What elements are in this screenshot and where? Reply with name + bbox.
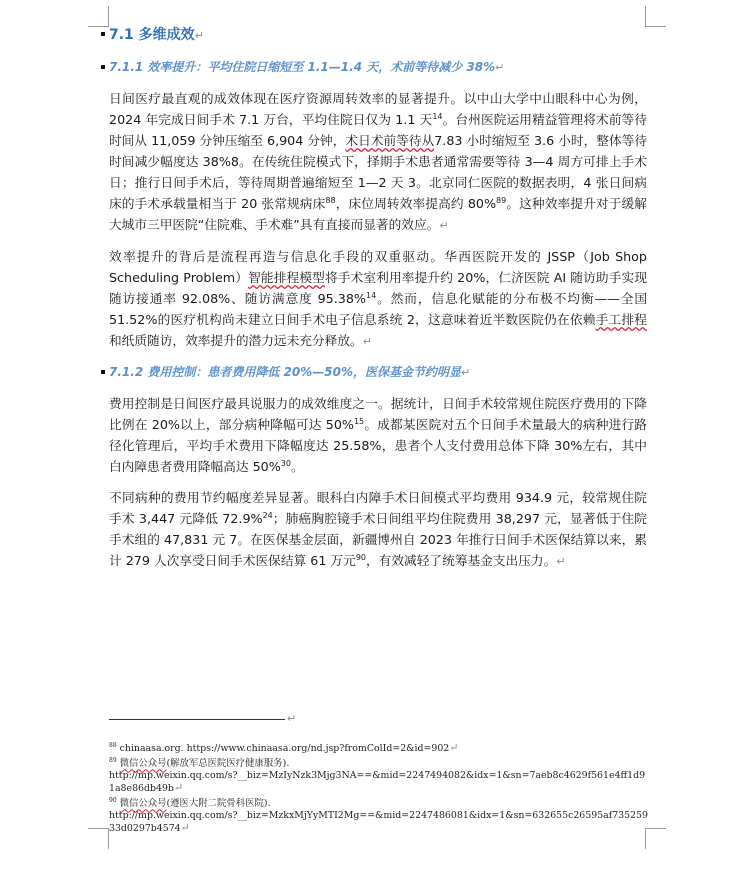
footnote-ref[interactable]: 88 — [325, 195, 336, 205]
text-run: ，床位周转效率提高约 80% — [335, 196, 497, 211]
subsection-title: 7.1.2 费用控制：患者费用降低 20%—50%，医保基金节约明显 — [109, 365, 461, 379]
footnote-link[interactable]: http://mp.weixin.qq.com/s?__biz=MzkxMjYyMTI2Mg==&mid=2247486081&idx=1&sn=632655c26595af73525933d0297b4574 — [109, 810, 649, 835]
spellcheck-underlined-text: 微信公众号 — [119, 758, 167, 770]
text-run: 。台州医院运用精益管理将术前等待时间从 11,059 分钟压缩至 6,904 分钟， — [109, 112, 648, 148]
paragraph-mark: ↵ — [194, 29, 204, 42]
footnote-link[interactable]: http://mp.weixin.qq.com/s?__biz=MzIyNzk3Mjg3NA==&mid=2247494082&idx=1&sn=7aeb8c4629f561e4ff1d91a8e86db49b — [109, 770, 646, 795]
footnote[interactable] — [109, 795, 649, 835]
citation-sup: 15 — [353, 416, 365, 426]
footnote-number: 89 — [109, 757, 117, 765]
text-run: 日间医疗最直观的成效体现在医疗资源周转效率的显著提升。以中山大学中山眼科中心为例，2024 年完成日间手术 7.1 万台，平均住院日仅为 1.1 天 — [109, 91, 647, 127]
heading-bullet — [101, 370, 105, 374]
paragraph-mark: ↵ — [460, 366, 471, 379]
spellcheck-underlined-text: 手工排程 — [595, 312, 647, 327]
text-run: 。然而，信息化赋能的分布极不均衡——全国 51.52%的医疗机构尚未建立日间手术电子信息系统 2，这意味着近半数医院仍在依赖 — [109, 291, 648, 327]
subsection-heading-efficiency[interactable] — [109, 57, 647, 78]
footnote-text: (解放军总医院医疗健康服务). — [166, 758, 290, 770]
citation-sup: 30 — [280, 458, 291, 468]
text-run: ，有效减轻了统筹基金支出压力。 — [366, 553, 557, 568]
footnote-text: (遵医大附二院骨科医院). — [166, 798, 271, 810]
paragraph-mark: ↵ — [173, 781, 184, 795]
text-run: 效率提升的背后是流程再造与信息化手段的双重驱动。华西医院开发的 JSSP（Job Shop Scheduling Problem） — [109, 249, 647, 285]
footnote[interactable] — [109, 740, 649, 755]
citation-sup: 24 — [262, 510, 273, 520]
paragraph-mark: ↵ — [449, 741, 459, 755]
spellcheck-underlined-text: 微信公众号 — [119, 798, 167, 810]
footnote-separator — [109, 719, 285, 720]
text-run: 费用控制是日间医疗最具说服力的成效维度之一。据统计，日间手术较常规住院医疗费用的下降比例在 20%以上，部分病种降幅可达 50% — [109, 396, 647, 432]
text-run: 。成都某医院对五个日间手术量最大的病种进行路径化管理后，平均手术费用下降幅度达 25.58%，患者个人支付费用总体下降 30%左右，其中白内障患者费用降幅高达 50% — [109, 417, 647, 474]
footnote-text: chinaasa.org. https://www.chinaasa.org/nd.jsp?fromColId=2&id=902 — [119, 743, 450, 755]
paragraph[interactable] — [109, 88, 647, 236]
text-run: 将手术室利用率提升约 20%，仁济医院 AI 随访助手实现随访接通率 92.08%、随访满意度 95.38% — [109, 270, 648, 306]
footnote[interactable] — [109, 755, 649, 795]
paragraph-mark: ↵ — [556, 555, 566, 568]
footnote-number: 90 — [109, 797, 117, 805]
paragraph-mark: ↵ — [495, 61, 505, 74]
text-run: 和纸质随访，效率提升的潜力远未充分释放。 — [109, 333, 363, 348]
paragraph[interactable] — [109, 487, 647, 572]
page-corner-top-left — [88, 6, 109, 27]
text-run: 。 — [290, 459, 304, 474]
footnote-number: 88 — [109, 742, 117, 749]
paragraph-mark: ↵ — [362, 335, 372, 348]
paragraph-mark: ↵ — [180, 821, 190, 835]
section-heading[interactable] — [109, 24, 647, 47]
text-run: 不同病种的费用节约幅度差异显著。眼科白内障手术日间模式平均费用 934.9 元，较常规住院手术 3,447 元降低 72.9% — [109, 490, 647, 526]
paragraph-mark: ↵ — [287, 712, 297, 725]
citation-sup: 14 — [432, 111, 443, 121]
footnote-ref[interactable]: 90 — [355, 552, 366, 562]
section-title: 7.1 多维成效 — [109, 27, 195, 43]
footnote-ref[interactable]: 89 — [496, 195, 507, 205]
document-body[interactable] — [109, 24, 647, 582]
heading-bullet — [101, 65, 105, 69]
paragraph-mark: ↵ — [439, 219, 449, 232]
paragraph[interactable] — [109, 393, 647, 477]
paragraph[interactable] — [109, 246, 647, 352]
text-run: 7.83 小时缩短至 3.6 小时，整体等待时间减少幅度达 38%8。在传统住院模式下，择期手术患者通常需要等待 3—4 周方可排上手术日；推行日间手术后，等待周期普遍缩短至 1—2 天 3。北京同仁医院的数据表明，4 张日间病床的手术承载量相当于 20 张常规病床 — [109, 133, 648, 211]
spellcheck-underlined-text: 术日术前等待从 — [345, 133, 435, 148]
citation-sup: 14 — [365, 290, 377, 300]
text-run: 。这种效率提升对于缓解大城市三甲医院“住院难、手术难”具有直接而显著的效应。 — [109, 196, 647, 232]
page-corner-bottom-left — [88, 828, 109, 849]
footnotes[interactable] — [109, 740, 649, 835]
page-corner-top-right — [645, 6, 666, 27]
text-run: ；肺癌胸腔镜手术日间组平均住院费用 38,297 元，显著低于住院手术组的 47,831 元 7。在医保基金层面，新疆博州自 2023 年推行日间手术医保结算以来，累计 279 人次享受日间手术医保结算 61 万元 — [109, 511, 647, 568]
heading-bullet — [101, 32, 105, 36]
subsection-heading-cost[interactable] — [109, 362, 647, 383]
spellcheck-underlined-text: 智能排程模型 — [248, 270, 325, 285]
subsection-title: 7.1.1 效率提升：平均住院日缩短至 1.1—1.4 天，术前等待减少 38% — [109, 60, 496, 74]
